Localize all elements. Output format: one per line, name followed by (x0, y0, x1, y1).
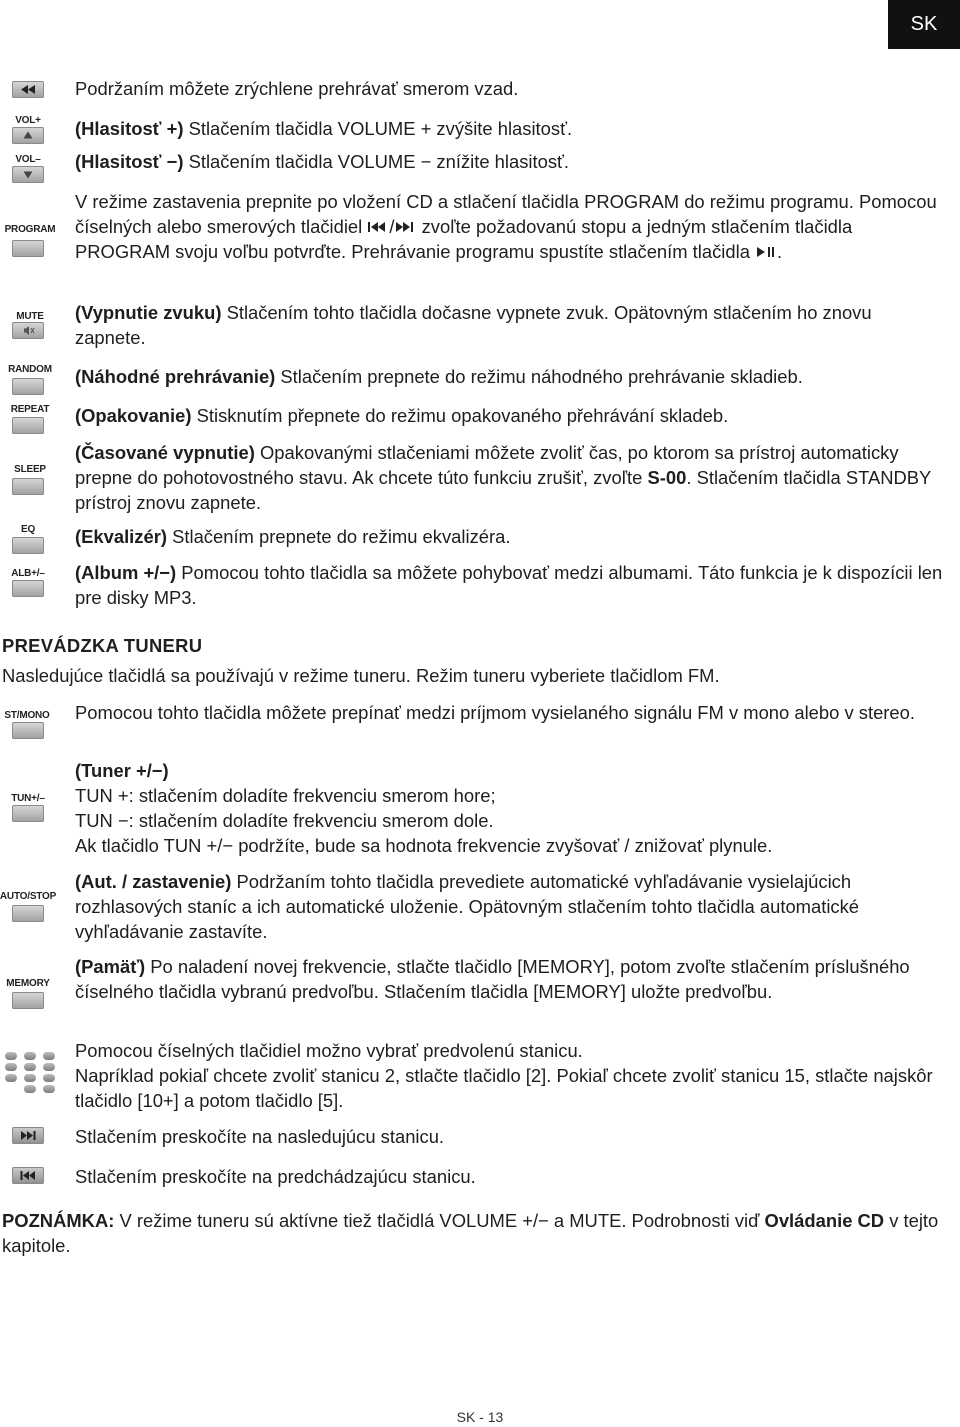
random-label: RANDOM (8, 364, 52, 375)
rewind-button[interactable] (12, 81, 44, 98)
prev-track-icon (12, 1167, 44, 1184)
language-tab: SK (888, 0, 960, 49)
numeric-key[interactable] (24, 1052, 36, 1060)
numeric-key[interactable] (43, 1063, 55, 1071)
vol-up-description: (Hlasitosť +) Stlačením tlačidla VOLUME + zvýšite hlasitosť. (75, 118, 573, 139)
repeat-button[interactable] (12, 417, 44, 434)
next-track-icon (12, 1127, 44, 1144)
program-label: PROGRAM (4, 224, 56, 235)
tun-description: (Tuner +/−) TUN +: stlačením doladíte frekvenciu smerom hore; TUN −: stlačením doladíte frekvenciu smerom dole. Ak tlačidlo TUN +/− podržíte, bude sa hodnota frekvencie zvyšovať / znižovať plynule. (75, 760, 773, 856)
vol-up-label: VOL+ (15, 115, 41, 126)
random-description: (Náhodné prehrávanie) Stlačením prepnete do režimu náhodného prehrávanie skladieb. (75, 366, 803, 387)
numeric-description: Pomocou číselných tlačidiel možno vybrať predvolenú stanicu. Napríklad pokiaľ chcete zvoliť stanicu 2, stlačte tlačidlo [2]. Pokiaľ chcete zvoliť stanicu 15, stlačte najskôr tlačidlo [10+] a potom tlačidlo [5]. (75, 1040, 933, 1111)
memory-button[interactable] (12, 992, 44, 1009)
tuner-intro: Nasledujúce tlačidlá sa používajú v režime tuneru. Režim tuneru vyberiete tlačidlom FM. (2, 665, 720, 686)
autostop-button[interactable] (12, 905, 44, 922)
numeric-key[interactable] (43, 1052, 55, 1060)
numeric-key[interactable] (5, 1052, 17, 1060)
speaker-mute-icon (12, 322, 44, 339)
stmono-description: Pomocou tohto tlačidla môžete prepínať medzi príjmom vysielaného signálu FM v mono alebo v stereo. (75, 702, 915, 723)
repeat-description: (Opakovanie) Stisknutím přepnete do režimu opakovaného přehrávání skladeb. (75, 405, 729, 426)
numeric-key[interactable] (24, 1063, 36, 1071)
album-label: ALB+/– (11, 568, 45, 579)
numeric-key[interactable] (5, 1074, 17, 1082)
eq-button[interactable] (12, 537, 44, 554)
program-description: V režime zastavenia prepnite po vložení CD a stlačení tlačidla PROGRAM do režimu programu. Pomocou číselných alebo smerových tlačidiel / zvoľte požadovanú stopu a jedným stlačením tlačidla PROGRAM svoju voľbu potvrďte. Prehrávanie programu spustíte stlačením tlačidla . (75, 191, 937, 262)
random-button[interactable] (12, 378, 44, 395)
album-description: (Album +/−) Pomocou tohto tlačidla sa môžete pohybovať medzi albumami. Táto funkcia je k dispozícii len pre disky MP3. (75, 562, 943, 608)
next-icon (394, 220, 416, 234)
autostop-description: (Aut. / zastavenie) Podržaním tohto tlačidla prevediete automatické vyhľadávanie vysielajúcich rozhlasových staníc a ich automatické uloženie. Opätovným stlačením tohto tlačidla automatické vyhľadávanie zastavíte. (75, 871, 860, 942)
vol-down-label: VOL– (15, 154, 41, 165)
eq-label: EQ (20, 524, 36, 535)
sleep-description: (Časované vypnutie) Opakovanými stlačeniami môžete zvoliť čas, po ktorom sa prístroj automaticky prepne do pohotovostného stavu. Ak chcete túto funkciu zrušiť, zvoľte S-00. Stlačením tlačidla STANDBY prístroj znovu zapnete. (75, 442, 931, 513)
numeric-keypad[interactable] (5, 1052, 55, 1100)
tun-button[interactable] (12, 805, 44, 822)
mute-description: (Vypnutie zvuku) Stlačením tohto tlačidla dočasne vypnete zvuk. Opätovným stlačením ho znovu zapnete. (75, 302, 872, 348)
repeat-label: REPEAT (10, 404, 50, 415)
numeric-key[interactable] (24, 1074, 36, 1082)
memory-description: (Pamäť) Po naladení novej frekvencie, stlačte tlačidlo [MEMORY], potom zvoľte stlačením príslušného číselného tlačidla vybranú predvoľbu. Stlačením tlačidla [MEMORY] uložte predvoľbu. (75, 956, 910, 1002)
page-number: SK - 13 (456, 1409, 504, 1425)
eq-description: (Ekvalizér) Stlačením prepnete do režimu ekvalizéra. (75, 526, 511, 547)
program-button[interactable] (12, 240, 44, 257)
prev-description: Stlačením preskočíte na predchádzajúcu stanicu. (75, 1166, 476, 1187)
vol-up-button[interactable] (12, 127, 44, 144)
sleep-label: SLEEP (14, 464, 46, 475)
sleep-button[interactable] (12, 478, 44, 495)
prev-icon (367, 220, 389, 234)
tun-label: TUN+/– (11, 793, 45, 804)
album-button[interactable] (12, 580, 44, 597)
stmono-button[interactable] (12, 722, 44, 739)
up-triangle-icon (12, 127, 44, 144)
mute-button[interactable] (12, 322, 44, 339)
numeric-key[interactable] (24, 1085, 36, 1093)
numeric-key[interactable] (5, 1063, 17, 1071)
note: POZNÁMKA: V režime tuneru sú aktívne tiež tlačidlá VOLUME +/− a MUTE. Podrobnosti viď Ovládanie CD v tejto kapitole. (2, 1210, 939, 1256)
autostop-label: AUTO/STOP (0, 891, 57, 902)
mute-label: MUTE (16, 311, 44, 322)
memory-label: MEMORY (6, 978, 50, 989)
numeric-key[interactable] (43, 1085, 55, 1093)
next-button[interactable] (12, 1127, 44, 1144)
rewind-icon (12, 81, 44, 98)
stmono-label: ST/MONO (4, 710, 50, 721)
down-triangle-icon (12, 166, 44, 183)
tuner-heading: PREVÁDZKA TUNERU (2, 635, 203, 656)
next-description: Stlačením preskočíte na nasledujúcu stanicu. (75, 1126, 445, 1147)
prev-button[interactable] (12, 1167, 44, 1184)
vol-down-button[interactable] (12, 166, 44, 183)
numeric-key[interactable] (43, 1074, 55, 1082)
vol-down-description: (Hlasitosť −) Stlačením tlačidla VOLUME − znížite hlasitosť. (75, 151, 570, 172)
rewind-description: Podržaním môžete zrýchlene prehrávať smerom vzad. (75, 78, 519, 99)
play-pause-icon (755, 245, 777, 259)
